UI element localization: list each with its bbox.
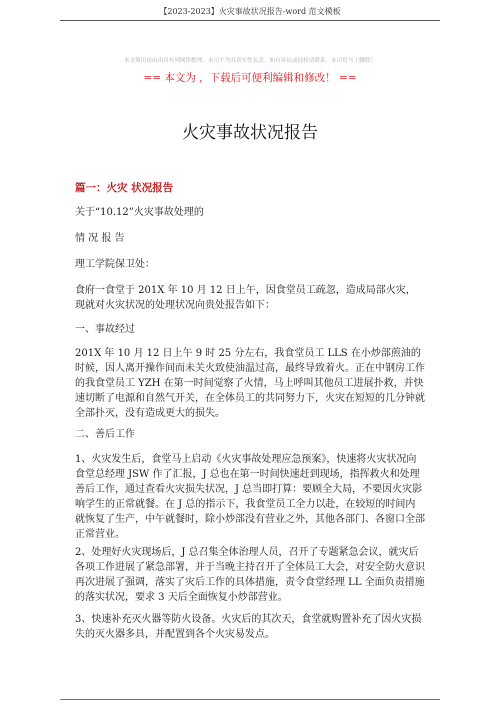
disclaimer-text: 本文简历由由由具有列网络整理，本司不为其真实性负责，如有异议或侵权请联系，本司将马上删除！: [123, 58, 376, 64]
heading-incident: 一、事故经过: [75, 324, 135, 335]
heading-aftermath: 二、善后工作: [75, 429, 135, 440]
subject-line: 关于“10.12”火灾事故处理的: [75, 207, 204, 218]
editable-note: == 本文为 ，下载后可便利编辑和修改！ ==: [143, 72, 357, 84]
header-divider: [60, 20, 440, 21]
recipient-line: 理工学院保卫处：: [75, 259, 155, 270]
document-title: 火灾事故状况报告: [182, 123, 318, 143]
section-heading: 篇一：火灾 状况报告: [75, 182, 174, 194]
intro-paragraph: 食府一食堂于 201X 年 10 月 12 日上午，因食堂员工疏忽，造成局部火灾，现就对火灾状况的处理状况向贵处报告如下：: [75, 285, 416, 311]
paragraph-aftermath-3: 3、快速补充灭火器等防火设备。火灾后的其次天，食堂就购置补充了因火灾损失的灭火器多具，并配置到各个火灾易发点。: [75, 614, 422, 640]
report-label: 情 况 报 告: [75, 233, 125, 244]
paragraph-aftermath-2: 2、处理好火灾现场后，J 总召集全体治理人员，召开了专题紧急会议，就灾后各项工作进展了紧急部署，并于当晚主持召开了全体员工大会，对安全防火意识再次进展了强调，落实了灾后工作的具体措施，责令食堂经理 LL 全面负责措施的落实状况，要求 3 天后全面恢复小炒部营业。: [75, 547, 425, 603]
paragraph-aftermath-1: 1、火灾发生后，食堂马上启动《火灾事故处理应急预案》，快速将火灾状况向食堂总经理 JSW 作了汇报，J 总也在第一时间快速赶到现场，指挥救火和处理善后工作，通过查看火灾损失状况，J 总当即打算：要顾全大局，不要因火灾影响学生的正常就餐。在 J 总的指示下，我食堂员工全力以赴，在较短的时间内就恢复了生产，中午就餐时，除小炒部没有营业之外，其他各部门、各窗口全部正常营业。: [75, 454, 425, 540]
page-header-title: 【2023-2023】火灾事故状况报告-word 范文模板: [159, 7, 341, 16]
footer-divider: [60, 699, 440, 700]
paragraph-incident: 201X 年 10 月 12 日上午 9 时 25 分左右，我食堂员工 LLS 在小炒部煎油的时候，因人离开操作间而未关火致使油温过高，最终导致着火。正在中钢房工作的我食堂员工 YZH 在第一时间觉察了火情，马上呼叫其他员工进展扑救，并快速切断了电源和自然气开关，在全体员工的共同努力下，火灾在短短的几分钟就全部扑灭，没有造成更大的损失。: [75, 348, 425, 419]
